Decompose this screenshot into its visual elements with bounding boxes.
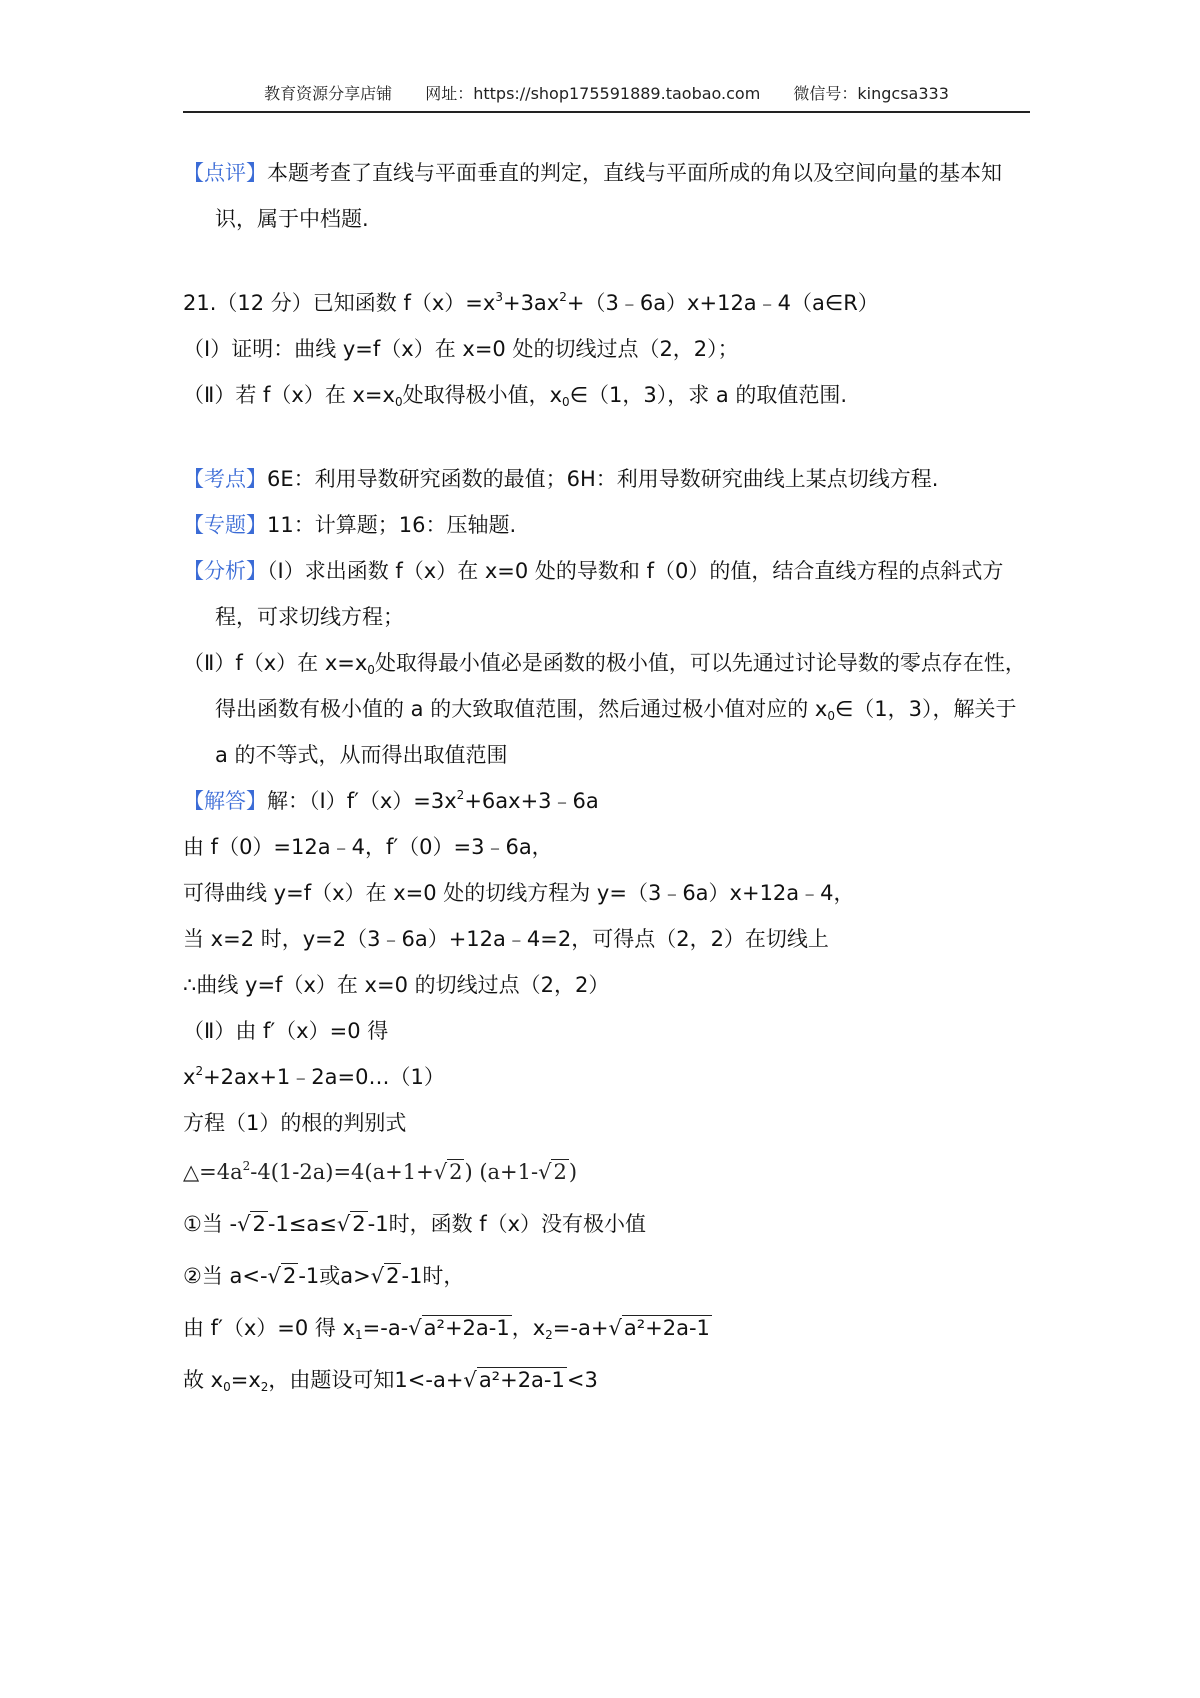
exp-2: 2 [559,290,567,304]
page-header [183,80,1030,112]
jieda-line-6: （Ⅱ）由 f′（x）=0 得 [183,1019,389,1043]
review-text: 本题考查了直线与平面垂直的判定，直线与平面所成的角以及空间向量的基本知识，属于中档题. [215,161,1002,231]
case-1-line: ①当 -√2-1≤a≤√2-1时，函数 f（x）没有极小值 [183,1212,647,1236]
discriminant-line [183,1146,1030,1198]
jieda-line-5: ∴曲线 y=f（x）在 x=0 的切线过点（2，2） [183,973,610,997]
discriminant-formula: $\triangle=4a^2-4(1-2a)=4(a+1+√2)$ (a+1-√2) [183,1159,578,1184]
jieda-text: +6ax+3﹣6a [464,789,599,813]
jieda-line-2: 由 f（0）=12a﹣4，f′（0）=3﹣6a， [183,835,553,859]
zhuanti-paragraph [183,502,1030,548]
roots-text: =-a+ [552,1316,609,1340]
sub-0: 0 [562,395,570,409]
formula-part: -4(1-2a)=4(a+1+ [250,1160,434,1184]
zhuanti-tag: 【专题】 [183,513,267,537]
part2-text: 处取得极小值，x [402,383,563,407]
problem-part-1: （Ⅰ）证明：曲线 y=f（x）在 x=0 处的切线过点（2，2）； [183,337,739,361]
roots-line: 由 f′（x）=0 得 $x_1=-a-√a^2+2a-1$，$x_2=-a+√a^2+2a-1$ [183,1316,710,1342]
sqrt-radicand: 2 [282,1264,297,1288]
roots-text: =-a- [362,1316,409,1340]
problem-term: +（3﹣6a）x+12a﹣4（a∈R） [566,291,879,315]
fenxi-text: ∈（1，3），解关于 a 的不等式，从而得出取值范围 [215,697,1017,767]
spacer [183,242,1030,280]
fenxi-text: 处取得最小值必是函数的极小值，可以先通过讨论导数的零点存在性，得出函数有极小值的 a 的大致取值范围，然后通过极小值对应的 x [215,651,1026,721]
part2-text: （Ⅱ）若 f（x）在 x=x [183,383,395,407]
part2-text: ∈（1，3），求 a 的取值范围. [569,383,848,407]
case-text: -1时，函数 f（x）没有极小值 [367,1212,647,1236]
exp-2: 2 [456,788,465,802]
jieda-line-1 [183,778,1030,824]
fenxi-paragraph-2 [183,640,1030,778]
document-body [183,150,1030,1406]
review-paragraph [183,150,1030,242]
sqrt-radicand: a²+2a-1 [623,1316,710,1340]
sub-1: 1 [355,1328,363,1342]
problem-statement [183,280,1030,326]
sqrt-radicand: a²+2a-1 [478,1368,565,1392]
formula-part: ) [568,1160,578,1184]
fenxi-tag: 【分析】 [183,559,267,583]
sub-0: 0 [223,1380,231,1394]
case-text: -1≤a≤ [267,1212,337,1236]
zhuanti-text: 11：计算题；16：压轴题. [267,513,517,537]
header-rule [183,111,1030,113]
jieda-text: +2ax+1﹣2a=0…（1） [203,1065,445,1089]
conclusion-text: ，由题设可知1<-a+ [268,1368,464,1392]
jieda-line-8: 方程（1）的根的判别式 [183,1111,407,1135]
sub-0: 0 [827,709,835,723]
sub-2: 2 [545,1328,553,1342]
kaodian-text: 6E：利用导数研究函数的最值；6H：利用导数研究曲线上某点切线方程. [267,467,939,491]
formula-part: △=4a [183,1160,243,1184]
header-shop: 教育资源分享店铺 [264,84,393,103]
conclusion-line: 故 $x_0=x_2$，由题设可知1<-a+√a²+2a-1<3 [183,1368,598,1394]
fenxi-paragraph [183,548,1030,640]
conclusion-text: 故 x [183,1368,224,1392]
formula-part: ) (a+1- [464,1160,539,1184]
header-url: 网址：https://shop175591889.taobao.com [425,84,761,103]
case-text: ①当 - [183,1212,238,1236]
case-text: -1时， [401,1264,465,1288]
review-tag: 【点评】 [183,161,267,185]
sqrt-radicand: 2 [352,1212,366,1236]
problem-part-2 [183,372,1030,418]
sqrt-radicand: 2 [386,1264,400,1288]
jieda-line-3: 可得曲线 y=f（x）在 x=0 处的切线方程为 y=（3﹣6a）x+12a﹣4， [183,881,855,905]
case-text: ②当 a<- [183,1264,268,1288]
problem-term: +3ax [502,291,560,315]
jieda-line-4: 当 x=2 时，y=2（3﹣6a）+12a﹣4=2，可得点（2，2）在切线上 [183,927,829,951]
sub-2: 2 [260,1380,269,1394]
exp-2: 2 [242,1159,251,1173]
sqrt-radicand: a²+2a-1 [423,1316,510,1340]
jieda-text: 解：（Ⅰ）f′（x）=3x [267,789,457,813]
sqrt-radicand: 2 [449,1160,463,1184]
exp-2: 2 [195,1064,204,1078]
spacer [183,418,1030,456]
sqrt-radicand: 2 [553,1160,567,1184]
roots-text: 由 f′（x）=0 得 x [183,1316,355,1340]
conclusion-text: =x [230,1368,261,1392]
header-wechat: 微信号：kingcsa333 [793,84,949,103]
problem-number: 21.（12 分）已知函数 f（x）=x [183,291,496,315]
kaodian-paragraph [183,456,1030,502]
jieda-line-7 [183,1054,1030,1100]
conclusion-text: <3 [566,1368,598,1392]
sqrt-radicand: 2 [252,1212,266,1236]
var-x: x [183,1065,196,1089]
fenxi-text: （Ⅰ）求出函数 f（x）在 x=0 处的导数和 f（0）的值，结合直线方程的点斜式方程，可求切线方程； [215,559,1004,629]
sub-0: 0 [394,395,403,409]
jieda-tag: 【解答】 [183,789,267,813]
fenxi-text: （Ⅱ）f（x）在 x=x [183,651,368,675]
case-2-line: ②当 a<-√2-1或a>√2-1时， [183,1264,465,1288]
case-text: -1或a> [298,1264,371,1288]
roots-text: ，x [511,1316,546,1340]
sub-0: 0 [367,663,375,677]
exp-3: 3 [495,290,503,304]
kaodian-tag: 【考点】 [183,467,267,491]
